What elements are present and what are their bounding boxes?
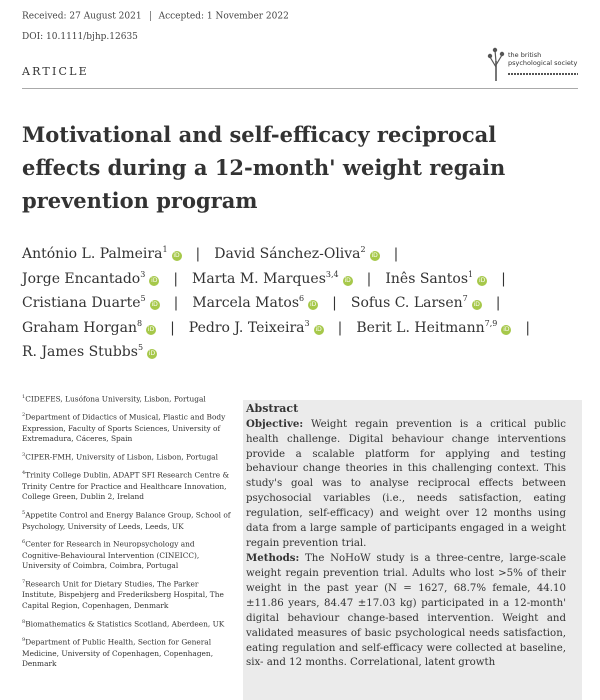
author-affiliation-number: 2 (360, 245, 366, 254)
publisher-tagline-mark (508, 73, 578, 75)
orcid-icon[interactable]: iD (503, 325, 510, 333)
author-separator: | (495, 295, 501, 311)
affiliation-number: 7 (22, 579, 26, 586)
author-separator: | (173, 295, 179, 311)
objective-label: Objective: (246, 417, 304, 430)
affiliation (22, 508, 234, 532)
author-affiliation-number: 6 (299, 294, 305, 303)
affiliation-text: Appetite Control and Energy Balance Group, School of Psychology, University of Leeds, Leeds, UK (22, 510, 231, 531)
tree-logo-icon (486, 47, 506, 81)
objective-text: Weight regain prevention is a critical public health challenge. Digital behaviour change interventions provide a scalable platform for applying and testing behaviour change theories in this challenging context. This study's goal was to analyse reciprocal effects between psychosocial variables (i.e., needs satisfaction, eating regulation, self-efficacy) and weight over 12 months using data from a large sample of participants engaged in a weight regain prevention trial. (246, 418, 566, 549)
author-separator: | (366, 270, 372, 287)
affiliation-text: Research Unit for Dietary Studies, The Parker Institute, Bispebjerg and Frederiksberg Hospital, The Capital Region, Copenhagen, Denmark (22, 579, 224, 611)
author-affiliation-number: 1 (162, 245, 168, 254)
article-title: Motivational and self-efficacy reciprocal effects during a 12-month' weight regain prevention program (22, 122, 506, 213)
orcid-icon[interactable]: iD (478, 276, 486, 284)
received-date: Received: 27 August 2021 (22, 11, 142, 22)
affiliation (22, 392, 234, 405)
author-name[interactable]: António L. Palmeira (22, 246, 163, 262)
accepted-date: Accepted: 1 November 2022 (158, 11, 289, 22)
publisher-name-line: psychological society (508, 58, 578, 67)
author-line (22, 336, 582, 361)
methods-text: The NoHoW study is a three-centre, large-scale weight regain prevention trial. Adults who lost >5% of their weight in the past year (N = 1627, 68.7% female, 44.10 ±11.86 years, 84.47 ±17.03 kg) participated in a 12-month' digital behaviour change-based intervention. Weight and validated measures of basic psychological needs satisfaction, eating regulation and self-efficacy were collected at baseline, six- and 12 months. Correlational, latent growth (246, 553, 566, 669)
author-affiliation-number: 3 (140, 269, 146, 279)
author[interactable] (192, 295, 318, 311)
orcid-icon[interactable]: iD (309, 301, 317, 308)
affiliation (22, 468, 234, 503)
date-separator (150, 11, 151, 21)
author-affiliation-number: 1 (468, 269, 474, 279)
affiliation-number: 6 (22, 539, 26, 546)
author-list (22, 238, 582, 361)
orcid-icon[interactable]: iD (148, 350, 156, 357)
author[interactable] (192, 271, 353, 287)
author[interactable] (22, 320, 156, 336)
author-separator: | (501, 270, 506, 287)
affiliation-text: CIDEFES, Lusófona University, Lisbon, Portugal (25, 394, 206, 404)
author-name[interactable]: Berit L. Heitmann (356, 319, 485, 336)
author-name[interactable]: Marta M. Marques (192, 270, 326, 287)
affiliation-number: 2 (22, 412, 26, 419)
affiliation-text: Trinity College Dublin, ADAPT SFI Research Centre & Trinity Centre for Practice and Healthcare Innovation, College Green, Dublin 2, Ireland (22, 470, 230, 502)
abstract (246, 402, 566, 671)
author-line (22, 287, 582, 312)
affiliation-number: 5 (22, 510, 26, 517)
author[interactable] (22, 246, 182, 262)
author-separator: | (525, 319, 531, 336)
author[interactable] (22, 295, 160, 311)
affiliation-text: Biomathematics & Statistics Scotland, Aberdeen, UK (25, 619, 225, 629)
article-type-label: ARTICLE (22, 65, 89, 78)
author-separator: | (173, 270, 179, 287)
orcid-icon[interactable]: iD (473, 301, 480, 308)
author-affiliation-number: 3 (304, 318, 310, 328)
author-name[interactable]: Jorge Encantado (22, 270, 141, 287)
author-affiliation-number: 7,9 (484, 318, 498, 328)
author-affiliation-number: 3,4 (325, 269, 339, 279)
publication-dates (22, 11, 289, 22)
affiliation (22, 537, 234, 572)
author-name[interactable]: R. James Stubbs (22, 344, 138, 360)
orcid-icon[interactable]: iD (344, 276, 351, 284)
methods-label: Methods: (246, 552, 300, 565)
author[interactable] (351, 295, 482, 311)
publisher-logo (486, 47, 582, 87)
author[interactable] (22, 271, 159, 287)
author-separator: | (332, 295, 337, 311)
orcid-icon[interactable]: iD (173, 252, 180, 259)
publisher-name (508, 52, 577, 67)
author-name[interactable]: David Sánchez-Oliva (214, 246, 361, 262)
orcid-icon[interactable]: iD (151, 301, 158, 308)
affiliation-number: 4 (22, 470, 26, 477)
author[interactable] (22, 344, 157, 360)
author-affiliation-number: 5 (140, 294, 146, 303)
affiliation (22, 617, 234, 630)
affiliation (22, 450, 234, 463)
orcid-icon[interactable]: iD (151, 276, 158, 284)
author-name[interactable]: Sofus C. Larsen (350, 295, 463, 311)
author-affiliation-number: 7 (462, 294, 468, 303)
author-name[interactable]: Inês Santos (385, 270, 469, 287)
affiliation-number: 8 (22, 619, 26, 626)
affiliation-text: Center for Research in Neuropsychology and Cognitive-Behavioural Intervention (CINEICC), University of Coimbra, Coimbra, Portugal (22, 539, 200, 571)
author-name[interactable]: Graham Horgan (22, 319, 137, 336)
orcid-icon[interactable]: iD (371, 252, 378, 259)
affiliation (22, 635, 234, 670)
author[interactable] (385, 271, 487, 287)
affiliation-number: 9 (22, 637, 26, 644)
orcid-icon[interactable]: iD (315, 325, 322, 333)
doi[interactable]: DOI: 10.1111/bjhp.12635 (22, 32, 138, 42)
publisher-name-line: the british (508, 51, 542, 59)
author-line (22, 312, 582, 337)
author-line (22, 263, 582, 288)
author-separator: | (195, 246, 201, 262)
affiliation-number: 1 (22, 394, 26, 400)
author-line (22, 238, 582, 263)
author-separator: | (337, 319, 343, 336)
author-separator: | (393, 246, 399, 262)
author-name[interactable]: Marcela Matos (192, 295, 300, 311)
abstract-heading: Abstract (246, 402, 299, 415)
author[interactable] (356, 320, 511, 336)
author-name[interactable]: Pedro J. Teixeira (188, 319, 305, 336)
author[interactable] (189, 320, 324, 336)
author-affiliation-number: 8 (136, 318, 143, 328)
author-name[interactable]: Cristiana Duarte (22, 295, 141, 311)
affiliation (22, 410, 234, 445)
affiliation-list (22, 392, 234, 675)
affiliation-text: Department of Public Health, Section for General Medicine, University of Copenhagen, Copenhagen, Denmark (22, 637, 214, 669)
affiliation (22, 577, 234, 612)
affiliation-text: Department of Didactics of Musical, Plastic and Body Expression, Faculty of Sports Sciences, University of Extremadura, Cáceres, Spain (22, 412, 226, 444)
affiliation-text: CIPER-FMH, University of Lisbon, Lisbon, Portugal (25, 452, 218, 462)
divider (22, 88, 578, 89)
affiliation-number: 3 (22, 452, 26, 459)
author-affiliation-number: 5 (137, 343, 144, 352)
orcid-icon[interactable]: iD (147, 325, 155, 333)
author-separator: | (170, 319, 175, 336)
author[interactable] (214, 246, 379, 262)
